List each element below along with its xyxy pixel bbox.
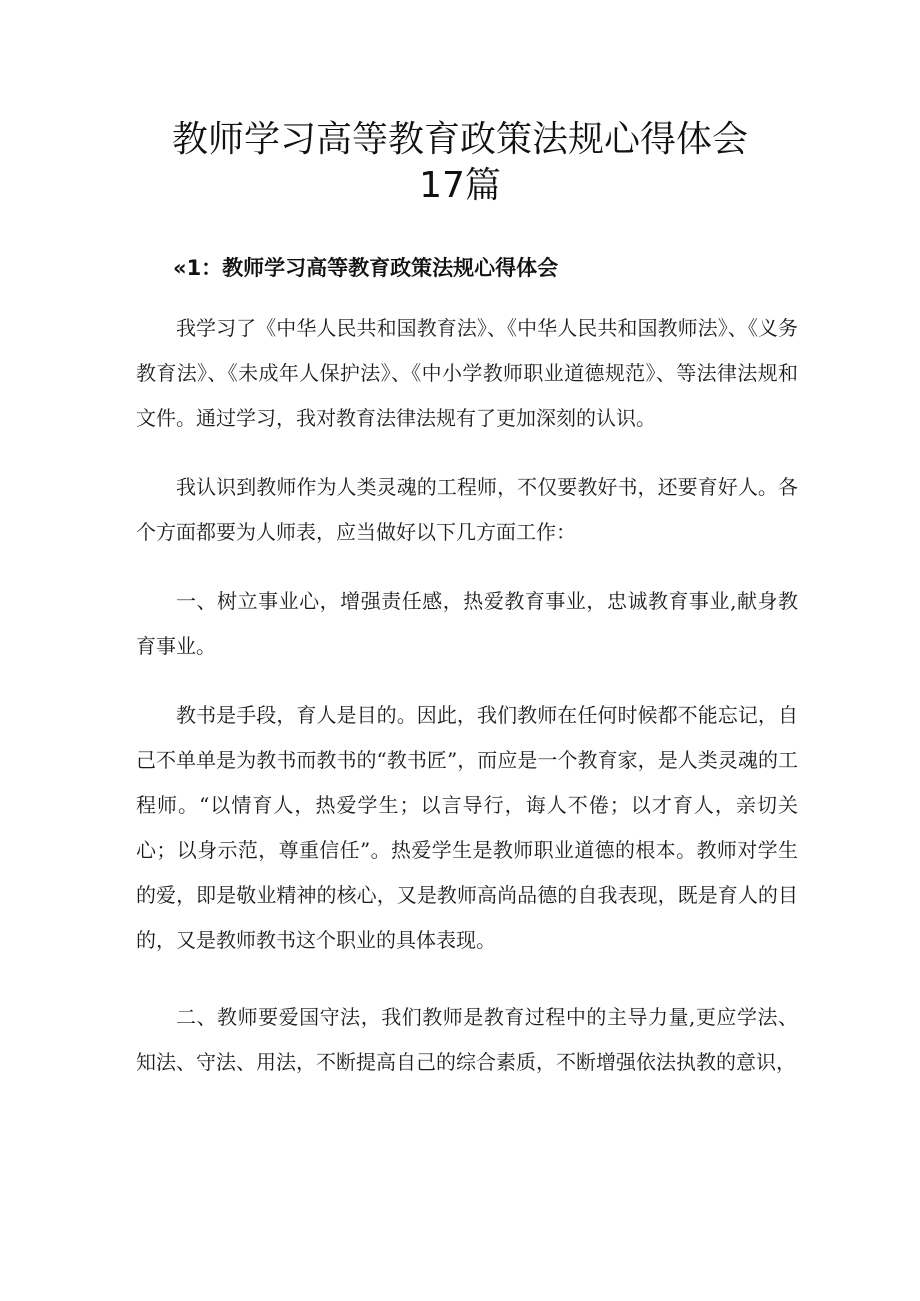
paragraph-1: 我学习了《中华人民共和国教育法》、《中华人民共和国教师法》、《义务教育法》、《未成年人保护法》、《中小学教师职业道德规范》、等法律法规和文件。通过学习，我对教育法律法规有了更加深刻的认识。 <box>136 316 798 430</box>
document-body <box>136 306 798 1109</box>
paragraph-5: 二、教师要爱国守法，我们教师是教育过程中的主导力量,更应学法、知法、守法、用法，不断提高自己的综合素质，不断增强依法执教的意识， <box>136 1005 798 1074</box>
document-title-line1: 教师学习高等教育政策法规心得体会 <box>171 119 748 160</box>
document-title-line2: 17篇 <box>419 165 501 206</box>
paragraph-3: 一、树立事业心，增强责任感，热爱教育事业，忠诚教育事业,献身教育事业。 <box>136 589 798 658</box>
paragraph-4: 教书是手段，育人是目的。因此，我们教师在任何时候都不能忘记，自己不单单是为教书而教书的“教书匠”，而应是一个教育家，是人类灵魂的工程师。“以情育人，热爱学生；以言导行，诲人不倦；以才育人，亲切关心；以身示范，尊重信任”。热爱学生是教师职业道德的根本。教师对学生的爱，即是敬业精神的核心，又是教师高尚品德的自我表现，既是育人的目的，又是教师教书这个职业的具体表现。 <box>136 703 798 952</box>
section-heading: «1：教师学习高等教育政策法规心得体会 <box>173 256 559 280</box>
paragraph-2: 我认识到教师作为人类灵魂的工程师，不仅要教好书，还要育好人。各个方面都要为人师表，应当做好以下几方面工作： <box>136 475 798 544</box>
